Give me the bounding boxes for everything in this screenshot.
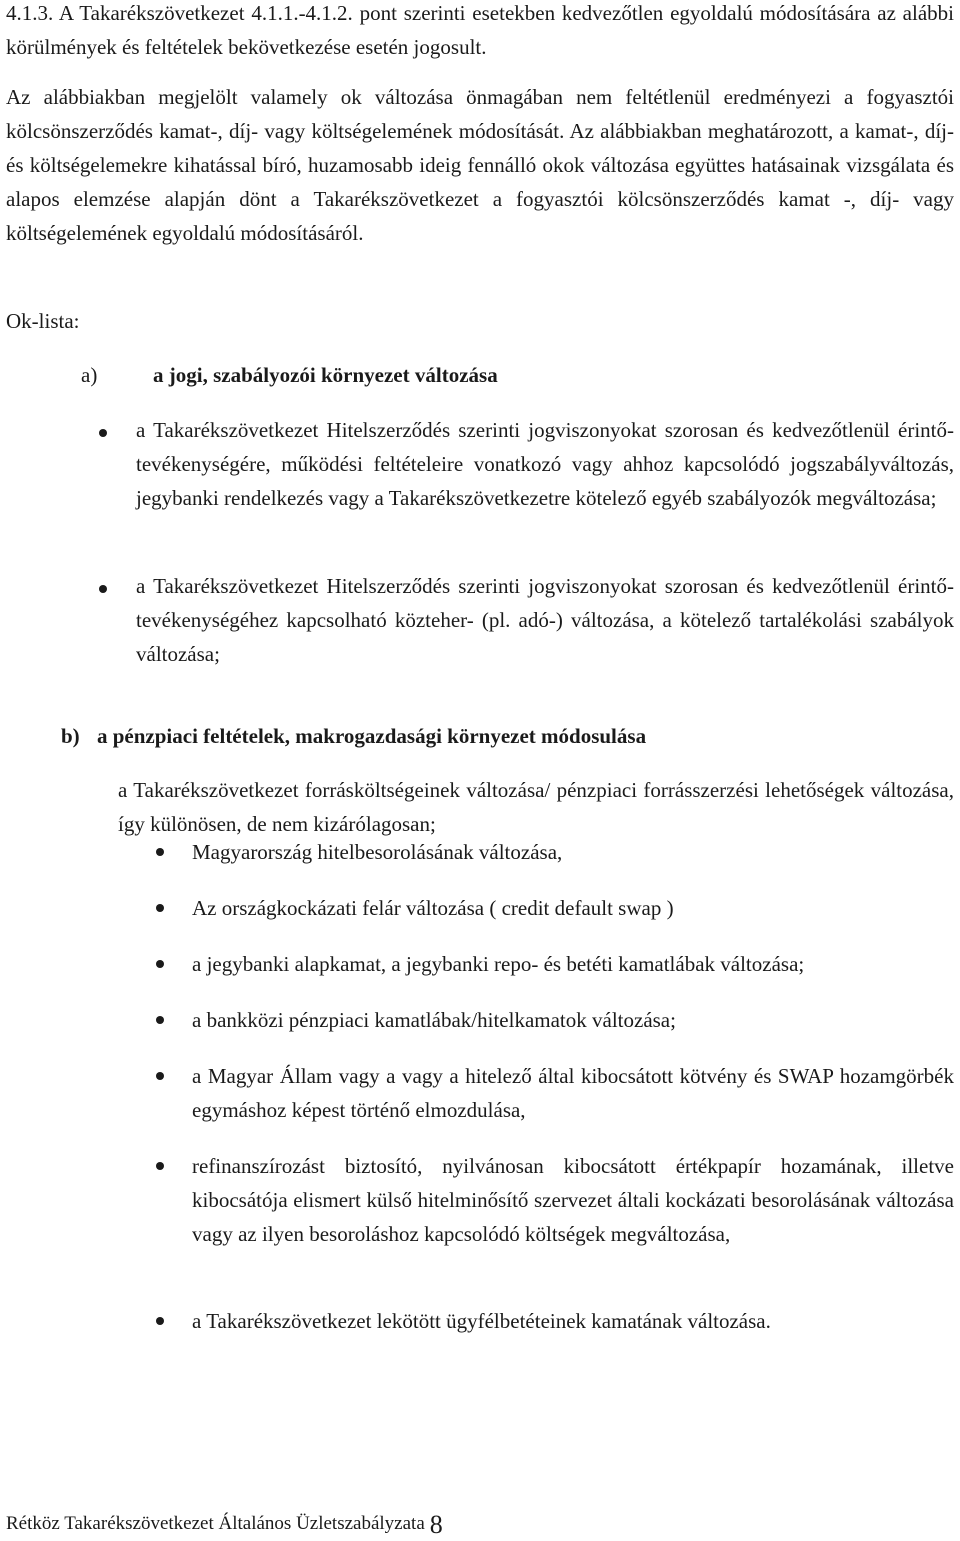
- bullet-icon: [156, 1162, 164, 1170]
- section-a-bullet-2: a Takarékszövetkezet Hitelszerződés szerinti jogviszonyokat szorosan és kedvezőtlenül érintő-tevékenységéhez kapcsolható közteher- (pl. adó-) változása, a kötelező tartalékolási szabályok változása;: [136, 574, 954, 666]
- section-b-intro: a Takarékszövetkezet forrásköltségeinek változása/ pénzpiaci forrásszerzési lehetőségek változása, így különösen, de nem kizárólagosan;: [118, 778, 954, 836]
- footer-text: Rétköz Takarékszövetkezet Általános Üzletszabályzata: [6, 1513, 425, 1534]
- bullet-icon: [156, 1072, 164, 1080]
- bullet-icon: [156, 1016, 164, 1024]
- bullet-icon: [156, 848, 164, 856]
- paragraph-main: Az alábbiakban megjelölt valamely ok változása önmagában nem feltétlenül eredményezi a fogyasztói kölcsönszerződés kamat-, díj- vagy költségelemének módosítását. Az alábbiakban meghatározott, a kamat-, díj- és költségelemekre kihatással bíró, huzamosabb ideig fennálló okok változása együttes hatásainak vizsgálata és alapos elemzése alapján dönt a Takarékszövetkezet a fogyasztói kölcsönszerződés kamat -, díj- vagy költségelemének egyoldalú módosításáról.: [6, 85, 954, 245]
- section-b-marker: b): [61, 724, 80, 748]
- section-b-bullet-4: a bankközi pénzpiaci kamatlábak/hitelkamatok változása;: [192, 1008, 676, 1032]
- section-b-bullet-1: Magyarország hitelbesorolásának változása,: [192, 840, 563, 864]
- page-number: 8: [429, 1510, 443, 1539]
- section-b-title: a pénzpiaci feltételek, makrogazdasági környezet módosulása: [97, 724, 647, 748]
- section-b-bullet-5: a Magyar Állam vagy a vagy a hitelező által kibocsátott kötvény és SWAP hozamgörbék egymáshoz képest történő elmozdulása,: [192, 1064, 954, 1122]
- section-a-title: a jogi, szabályozói környezet változása: [153, 363, 498, 387]
- section-a-marker: a): [81, 363, 98, 387]
- page-footer: [6, 1512, 443, 1537]
- bullet-icon: [156, 960, 164, 968]
- section-b-bullet-2: Az országkockázati felár változása ( credit default swap ): [192, 896, 674, 920]
- bullet-icon: [99, 429, 107, 437]
- paragraph-4-1-3: 4.1.3. A Takarékszövetkezet 4.1.1.-4.1.2. pont szerinti esetekben kedvezőtlen egyoldalú módosítására az alábbi körülmények és feltételek bekövetkezése esetén jogosult.: [6, 1, 954, 59]
- section-b-bullet-7: a Takarékszövetkezet lekötött ügyfélbetéteinek kamatának változása.: [192, 1309, 771, 1333]
- bullet-icon: [156, 1317, 164, 1325]
- ok-lista-label: Ok-lista:: [6, 309, 80, 333]
- bullet-icon: [156, 904, 164, 912]
- section-b-bullet-3: a jegybanki alapkamat, a jegybanki repo- és betéti kamatlábak változása;: [192, 952, 805, 976]
- bullet-icon: [99, 585, 107, 593]
- section-b-bullet-6: refinanszírozást biztosító, nyilvánosan kibocsátott értékpapír hozamának, illetve kibocsátója elismert külső hitelminősítő szervezet általi kockázati besorolásának változása vagy az ilyen besoroláshoz kapcsolódó költségek megváltozása,: [192, 1154, 954, 1246]
- section-a-bullet-1: a Takarékszövetkezet Hitelszerződés szerinti jogviszonyokat szorosan és kedvezőtlenül érintő-tevékenységére, működési feltételeire vonatkozó vagy ahhoz kapcsolódó jogszabályváltozás, jegybanki rendelkezés vagy a Takarékszövetkezetre kötelező egyéb szabályozók megváltozása;: [136, 418, 954, 510]
